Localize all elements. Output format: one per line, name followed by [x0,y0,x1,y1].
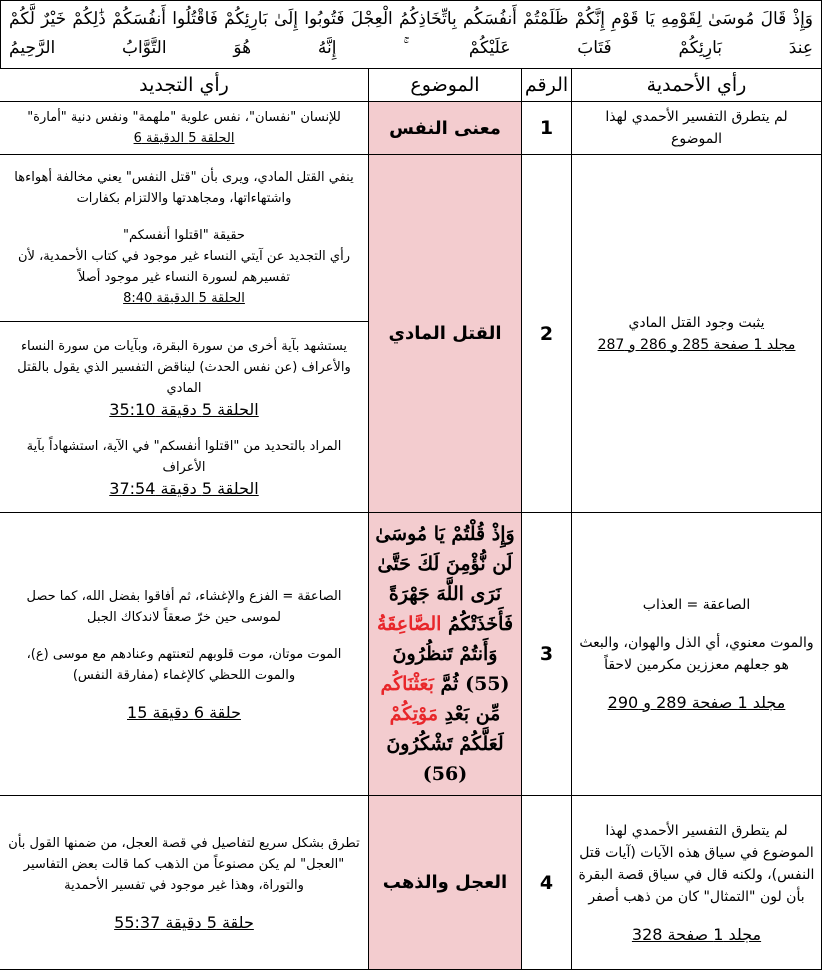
row3-tajdeed-text2: الموت موتان، موت قلوبهم لتعنتهم وعنادهم مع موسى (ع)، والموت اللحظي كالإغماء (مفارقة النفس) [26,646,342,683]
header-tajdeed: رأي التجديد [0,69,369,102]
table-row [0,102,822,155]
row1-tajdeed-ref: الحلقة 5 الدقيقة 6 [133,131,235,146]
row4-tajdeed-ref: حلقة 5 دقيقة 55:37 [114,912,254,932]
row3-verse-p1: وَإِذْ قُلْتُمْ يَا مُوسَىٰ لَن نُّؤْمِنَ لَكَ حَتَّىٰ نَرَى اللَّهَ جَهْرَةً فَأَخَذَتْكُمُ [375,523,515,635]
row4-ahmadiyya [572,796,822,970]
row2-tajdeed-b-text1: يستشهد بآية أخرى من سورة البقرة، وبآيات من سورة النساء والأعراف (عن نفس الحدث) ليناقض التفسير الذي يقول بالقتل المادي [17,338,351,396]
row3-verse-p4: بَعَثْنَاكُم [380,673,434,695]
row1-ahmadiyya: لم يتطرق التفسير الأحمدي لهذا الموضوع [572,102,822,155]
row1-topic: معنى النفس [369,102,522,155]
row2-ahmadiyya-text: يثبت وجود القتل المادي [628,314,765,331]
row2-number: 2 [522,155,572,513]
row1-tajdeed-text: للإنسان "نفسان"، نفس علوية "ملهمة" ونفس دنية "أمارة" [27,110,341,125]
row2-tajdeed-a-text1: ينفي القتل المادي، ويرى بأن "قتل النفس" يعني مخالفة أهواءها واشتهاءاتها، ومجاهدتها والالتزام بكفارات [14,170,354,206]
row4-topic: العجل والذهب [369,796,522,970]
row2-tajdeed-b-text2: المراد بالتحديد من "اقتلوا أنفسكم" في الآية، استشهاداً بآية الأعراف [26,438,342,475]
row3-verse-p6: مَوْتِكُمْ [389,703,439,725]
row3-verse-p5: مِّن بَعْدِ [444,703,501,725]
row2-tajdeed-a-text3: رأي التجديد عن آيتي النساء غير موجود في كتاب الأحمدية، لأن تفسيرهم لسورة النساء غير موجود أصلاً [18,249,350,285]
row2-topic: القتل المادي [369,155,522,513]
row3-verse-p2: الصَّاعِقَةُ [376,613,442,635]
row4-ahmadiyya-text: لم يتطرق التفسير الأحمدي لهذا الموضوع في سياق هذه الآيات (آيات قتل النفس)، ولكنه قال في سياق قصة البقرة بأن لون "التمثال" كان من ذهب أصفر [578,822,815,905]
row3-ahmadiyya-text2: والموت معنوي، أي الذل والهوان، والبعث هو جعلهم معززين مكرمين لاحقاً [579,635,814,673]
row2-tajdeed-a [0,155,369,322]
row2-tajdeed-b [0,322,369,513]
row1-tajdeed [0,102,369,155]
row3-verse-p7: لَعَلَّكُمْ تَشْكُرُونَ (56) [386,733,504,785]
row1-number: 1 [522,102,572,155]
row2-ahmadiyya-ref: مجلد 1 صفحة 285 و 286 و 287 [597,336,796,353]
header-number: الرقم [522,69,572,102]
row3-tajdeed-text1: الصاعقة = الفزع والإغشاء، ثم أفاقوا بفضل الله، كما حصل لموسى حين خرّ صعقاً لاندكاك الجبل [26,588,342,625]
comparison-table [0,68,822,970]
table-row [0,155,822,322]
verse-header: وَإِذْ قَالَ مُوسَىٰ لِقَوْمِهِ يَا قَوْمِ إِنَّكُمْ ظَلَمْتُمْ أَنفُسَكُم بِاتِّخَاذِكُمُ الْعِجْلَ فَتُوبُوا إِلَىٰ بَارِئِكُمْ فَاقْتُلُوا أَنفُسَكُمْ ذَٰلِكُمْ خَيْرٌ لَّكُمْ عِندَ بَارِئِكُمْ فَتَابَ عَلَيْكُمْ ۚ إِنَّهُ هُوَ التَّوَّابُ الرَّحِيمُ [0,0,822,68]
row3-number: 3 [522,513,572,796]
row3-ahmadiyya-text1: الصاعقة = العذاب [642,597,751,613]
row3-topic-verse [369,513,522,796]
row3-ahmadiyya-ref: مجلد 1 صفحة 289 و 290 [607,693,786,712]
row2-tajdeed-a-text2: حقيقة "اقتلوا أنفسكم" [123,228,245,243]
row4-ahmadiyya-ref: مجلد 1 صفحة 328 [631,924,762,944]
row3-tajdeed-ref: حلقة 6 دقيقة 15 [127,702,241,722]
table-header-row [0,69,822,102]
row4-tajdeed-text: تطرق بشكل سريع لتفاصيل في قصة العجل، من ضمنها القول بأن "العجل" لم يكن مصنوعاً من الذهب كما قالت بعض التفاسير والتوراة، وهذا غير موجود في تفسير الأحمدية [8,835,360,893]
table-row [0,513,822,796]
row4-tajdeed [0,796,369,970]
row2-ahmadiyya [572,155,822,513]
row2-tajdeed-a-ref: الحلقة 5 الدقيقة 8:40 [123,291,245,306]
row2-tajdeed-b-ref1: الحلقة 5 دقيقة 35:10 [109,399,259,419]
row3-verse-p3: وَأَنتُمْ تَنظُرُونَ (55) ثُمَّ [392,643,510,695]
row3-ahmadiyya [572,513,822,796]
row4-number: 4 [522,796,572,970]
header-ahmadiyya: رأي الأحمدية [572,69,822,102]
row2-tajdeed-b-ref2: الحلقة 5 دقيقة 37:54 [109,478,259,498]
header-topic: الموضوع [369,69,522,102]
row3-tajdeed [0,513,369,796]
table-row [0,796,822,970]
